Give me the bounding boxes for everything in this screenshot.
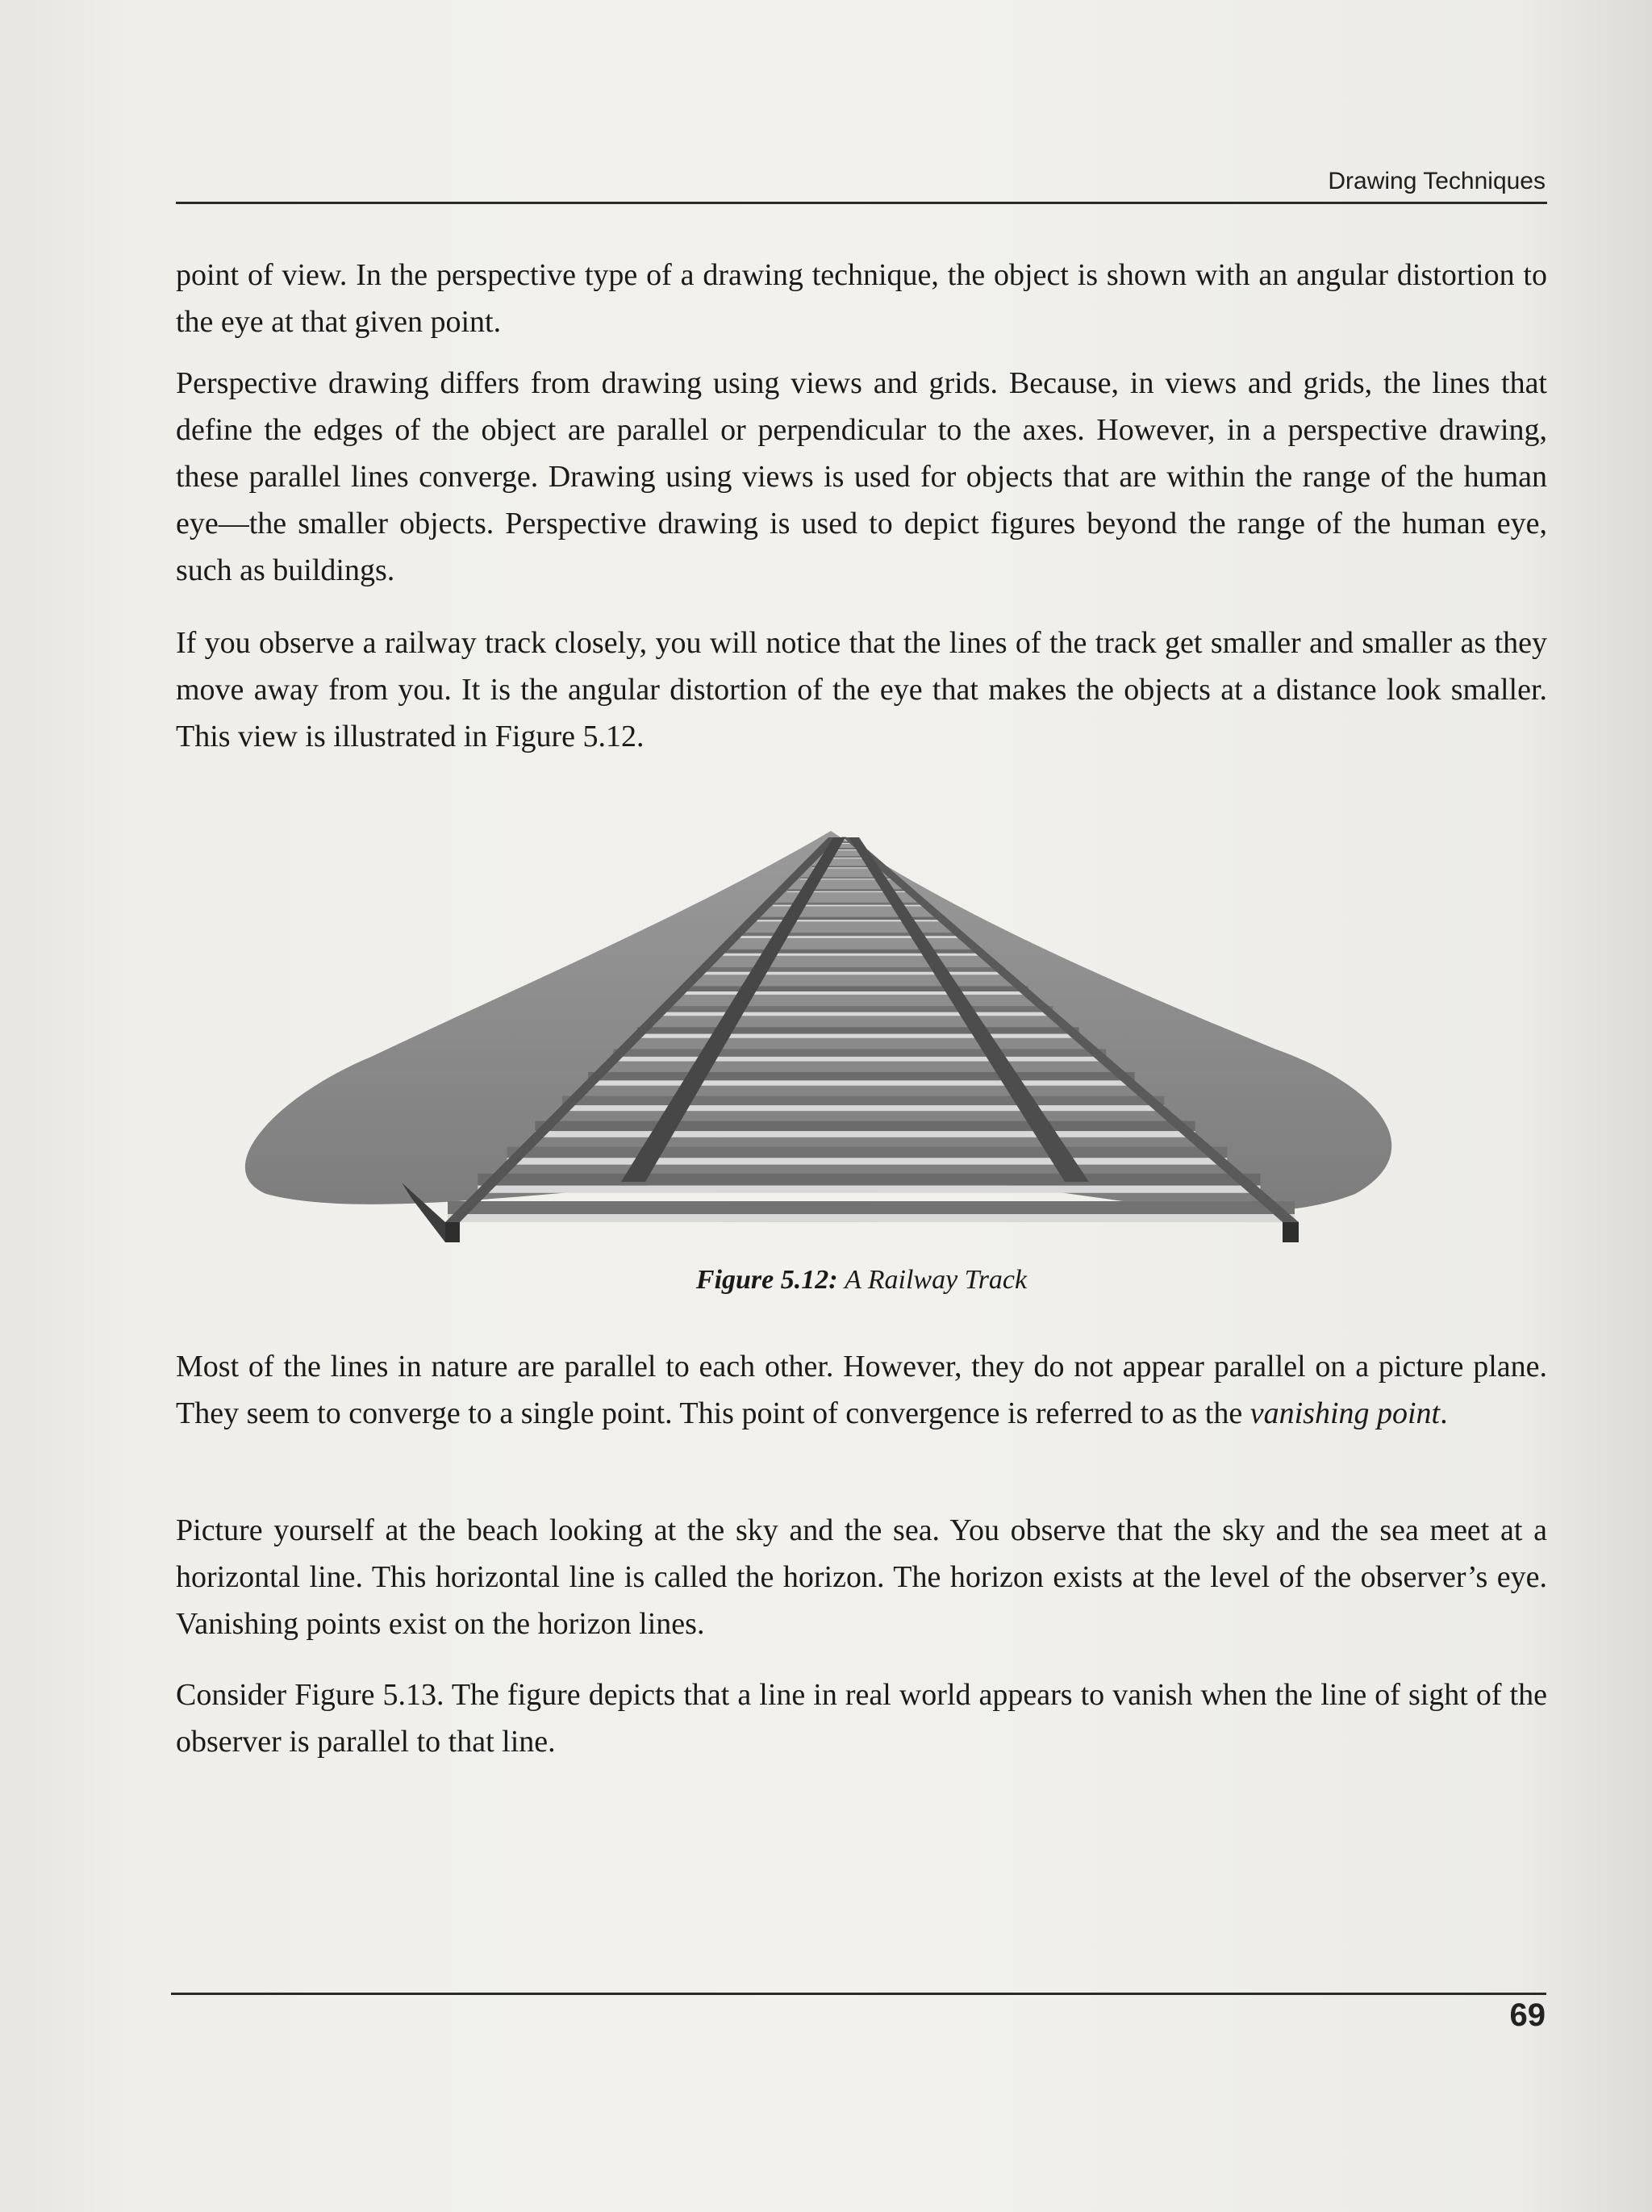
track-sleeper: [448, 1201, 1295, 1214]
paragraph-railway: If you observe a railway track closely, you will notice that the lines of the track get smaller and smaller as they move away from you. It is the angular distortion of the eye that makes the objects at a distance look smaller. This view is illustrated in Figure 5.12.: [176, 626, 1547, 753]
track-sleeper: [660, 1006, 1053, 1012]
track-sleeper: [588, 1072, 1134, 1080]
railway-track-illustration: [242, 815, 1452, 1250]
track-gap: [535, 1131, 1195, 1137]
track-gap: [588, 1080, 1134, 1085]
track-gap: [660, 1012, 1053, 1016]
figure-caption: [176, 1265, 1547, 1296]
track-sleeper: [613, 1049, 1106, 1056]
track-sleeper: [507, 1147, 1227, 1158]
paragraph-vanishing-point: [176, 1343, 1547, 1437]
track-sleeper: [478, 1174, 1260, 1186]
vanishing-text-after: .: [1440, 1396, 1448, 1430]
track-gap: [507, 1158, 1227, 1164]
track-gap: [562, 1105, 1165, 1111]
paragraph-point-of-view: point of view. In the perspective type of a drawing technique, the object is shown with an angular distortion to the eye at that given point.: [176, 258, 1547, 339]
right-rail-side: [1283, 1222, 1299, 1242]
paragraph-perspective-vs-views: Perspective drawing differs from drawing using views and grids. Because, in views and grids, the lines that define the edges of the object are parallel or perpendicular to the axes. However, in a perspective drawing, these parallel lines converge. Drawing using views is used for objects that are within the range of the human eye—the smaller objects. Perspective drawing is used to depict figures beyond the range of the human eye, such as buildings.: [176, 366, 1547, 587]
track-sleeper: [703, 967, 1005, 972]
track-sleeper: [637, 1027, 1079, 1033]
left-rail-side: [445, 1222, 460, 1242]
track-sleeper: [535, 1121, 1195, 1132]
track-gap: [613, 1057, 1106, 1062]
railway-track-figure: [242, 815, 1452, 1250]
paragraph-figure-5-13: Consider Figure 5.13. The figure depicts that a line in real world appears to vanish when the line of sight of the observer is parallel to that line.: [176, 1678, 1547, 1759]
footer-rule: [171, 1993, 1546, 1995]
figure-caption-label: Figure 5.12:: [695, 1265, 838, 1295]
figure-caption-text: A Railway Track: [845, 1265, 1028, 1295]
vanishing-text-before: Most of the lines in nature are parallel to each other. However, they do not appear parallel on a picture plane. They seem to converge to a single point. This point of convergence is referred to as the: [176, 1350, 1547, 1430]
track-gap: [703, 972, 1005, 975]
vanishing-point-term: vanishing point: [1249, 1396, 1441, 1430]
track-sleeper: [562, 1096, 1165, 1105]
track-gap: [637, 1034, 1079, 1038]
page-number: 69: [1509, 1997, 1546, 2033]
track-sleeper: [682, 986, 1028, 991]
track-gap: [478, 1186, 1260, 1193]
track-gap: [682, 991, 1028, 995]
running-head: Drawing Techniques: [1328, 168, 1546, 194]
track-sleeper: [722, 949, 982, 954]
paragraph-horizon: Picture yourself at the beach looking at the sky and the sea. You observe that the sky and the sea meet at a horizontal line. This horizontal line is called the horizon. The horizon exists at the level of the observer’s eye. Vanishing points exist on the horizon lines.: [176, 1513, 1547, 1641]
track-gap: [448, 1214, 1295, 1222]
header-rule: [176, 202, 1547, 204]
